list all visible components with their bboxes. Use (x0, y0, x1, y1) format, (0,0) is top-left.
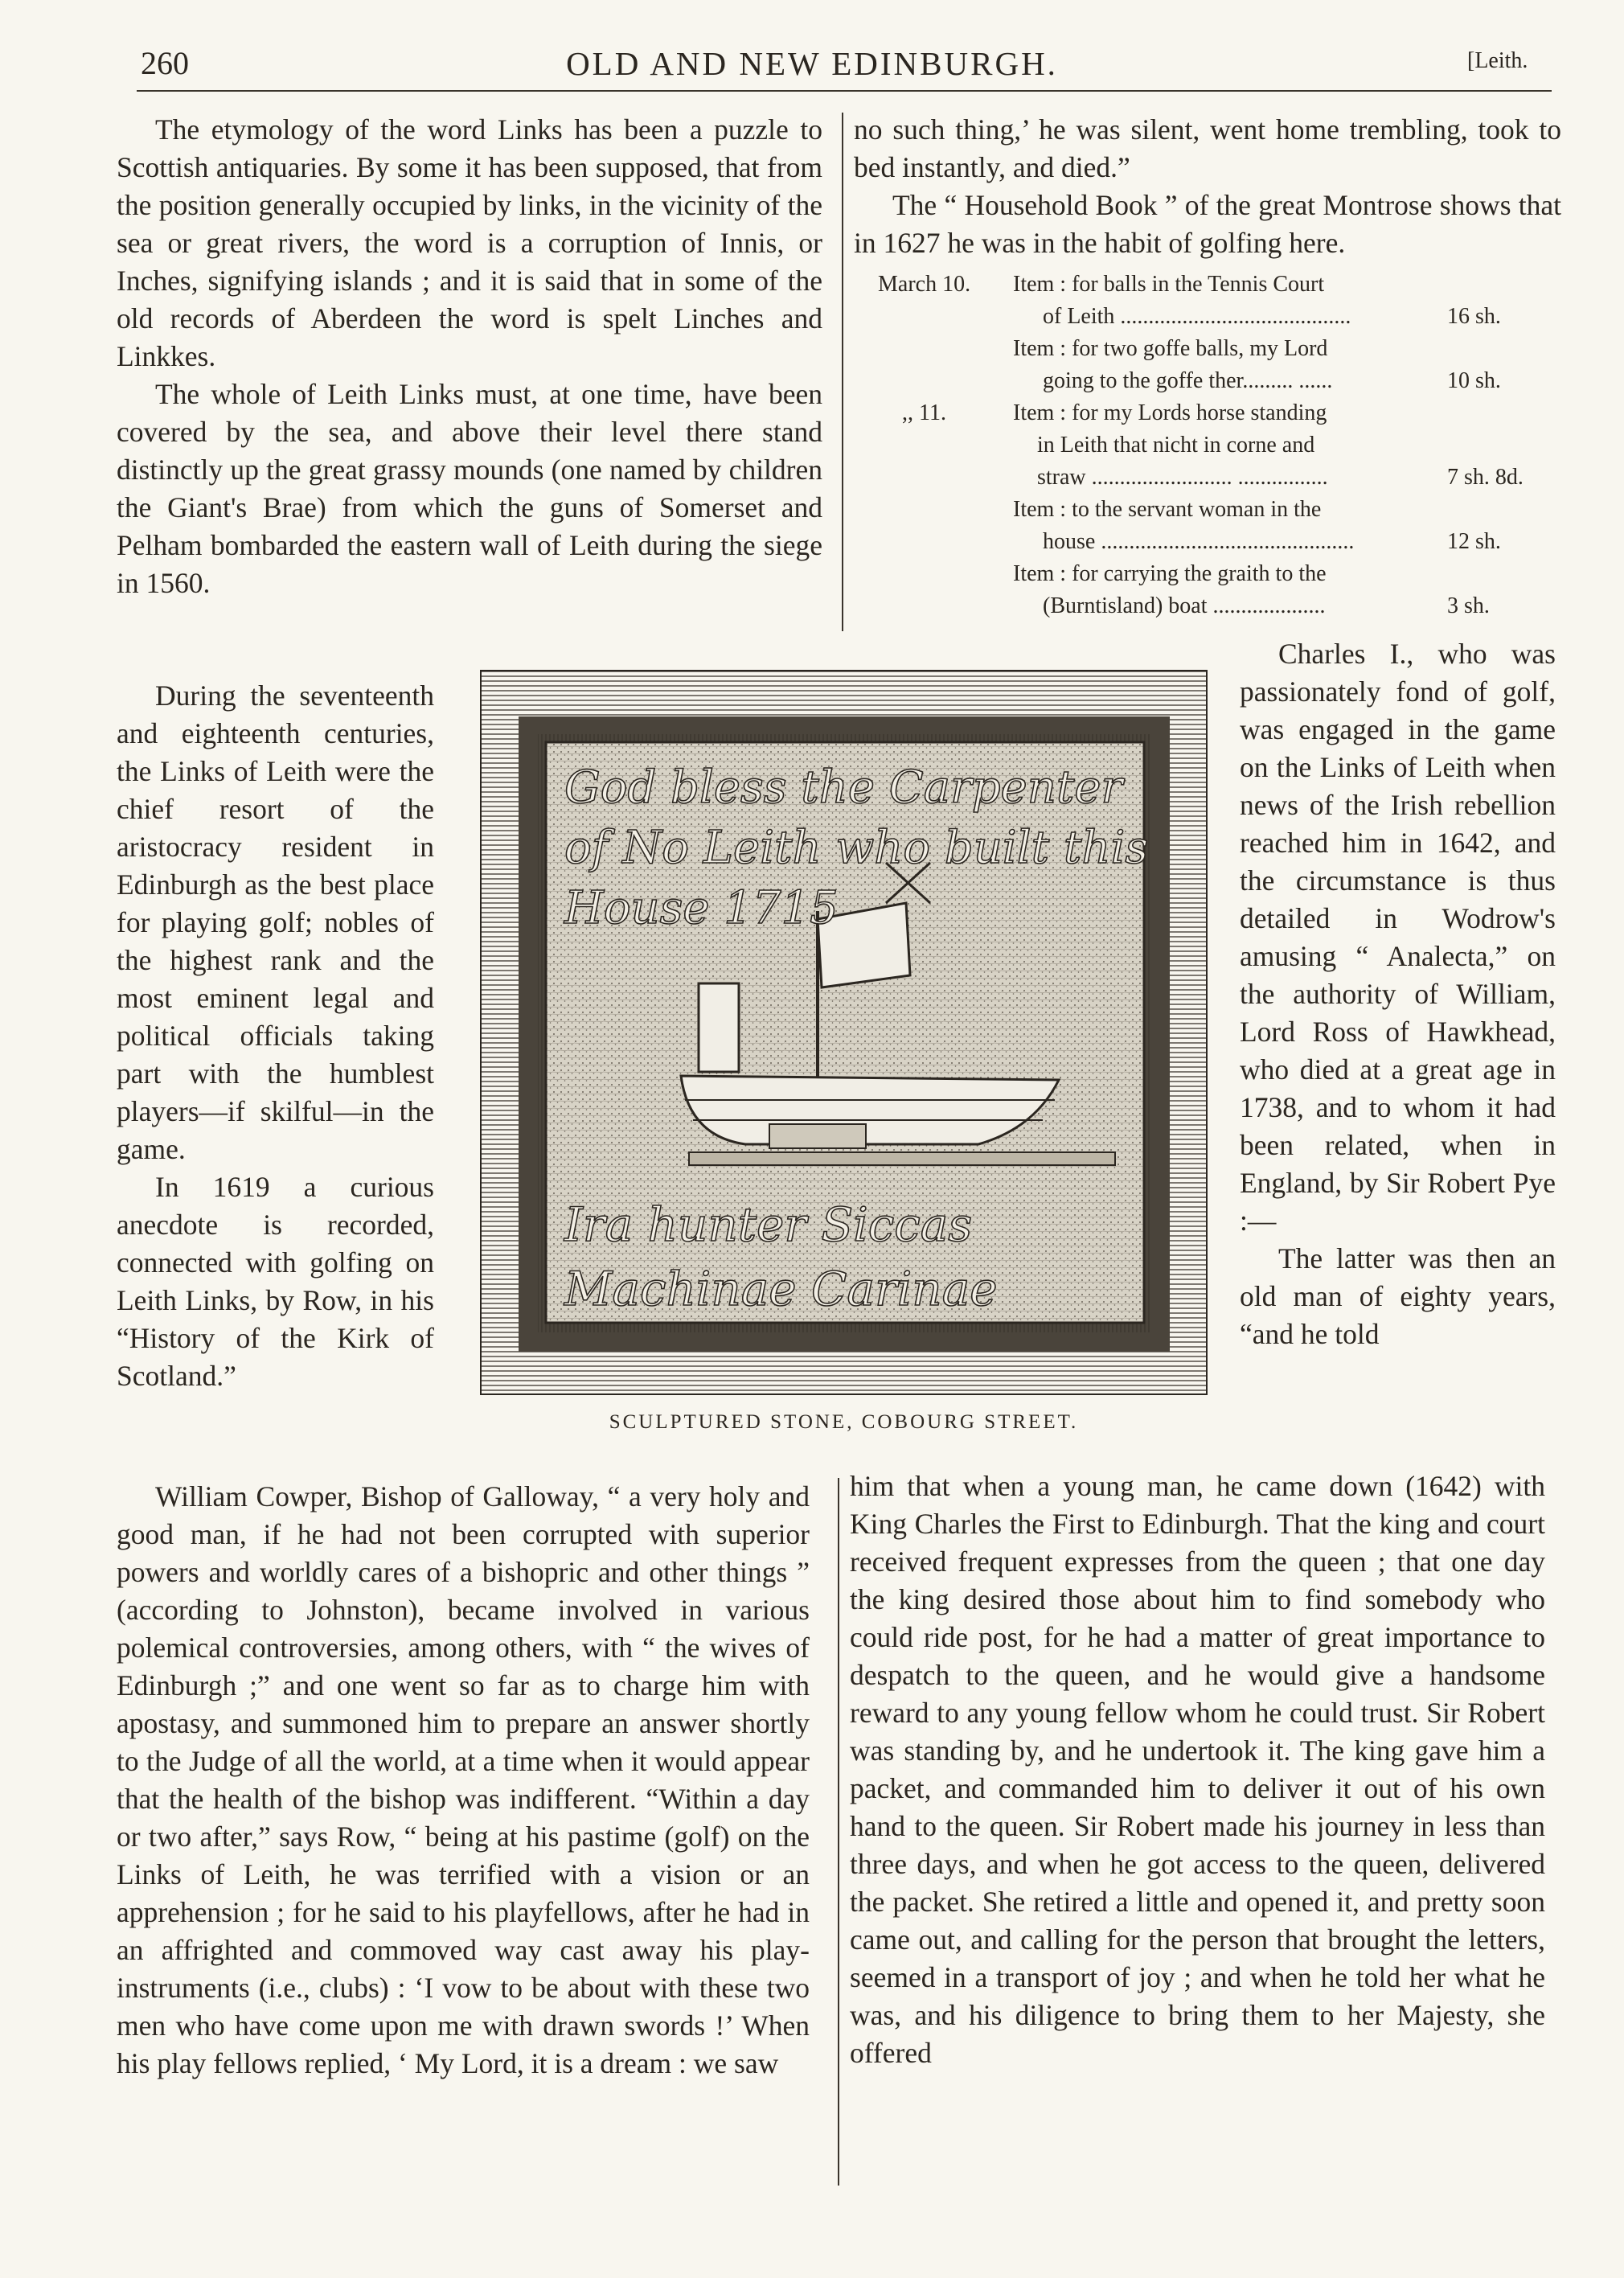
inscription-line: Machinae Carinae (564, 1262, 998, 1316)
inscription-line: God bless the Carpenter (564, 761, 1123, 814)
figure-caption: SCULPTURED STONE, COBOURG STREET. (609, 1411, 1079, 1433)
left-column-bottom (117, 1478, 810, 2083)
column-rule (838, 1478, 839, 2186)
section-label: [Leith. (1467, 48, 1528, 73)
household-book-extract (878, 269, 1524, 622)
header-rule (137, 90, 1552, 92)
account-row: (Burntisland) boat .................... 3 sh. (1043, 593, 1490, 618)
account-row: Item : for two goffe balls, my Lord (1013, 336, 1328, 361)
sculptured-stone-engraving (480, 670, 1208, 1395)
account-row: ,, 11. Item : for my Lords horse standing (902, 400, 1327, 425)
paragraph: The whole of Leith Links must, at one time, have been covered by the sea, and above their level there stand distinctly up the great grassy mounds (one named by children the Giant's Brae) from which the guns of Somerset and Pelham bombarded the eastern wall of Leith during the siege in 1560. (117, 378, 822, 599)
paragraph: During the seventeenth and eighteenth centuries, the Links of Leith were the chief resort of the aristocracy resident in Edinburgh as the best place for playing golf; nobles of the highest rank and the most eminent legal and political officials taking part with the humblest players—if skilful—in the game. (117, 679, 434, 1165)
running-title: OLD AND NEW EDINBURGH. (566, 45, 1058, 82)
account-row: of Leith ......................................... 16 sh. (1043, 304, 1501, 329)
paragraph: The etymology of the word Links has been a puzzle to Scottish antiquaries. By some it has been supposed, that from the position generally occupied by links, in the vicinity of the sea or great rivers, the word is a corruption of Innis, or Inches, signifying islands ; and it is said that in some of the old records of Aberdeen the word is spelt Linches and Linkkes. (117, 113, 822, 372)
right-column-bottom (850, 1467, 1545, 2072)
paragraph: The latter was then an old man of eighty years, “and he told (1240, 1242, 1556, 1350)
account-row: March 10. Item : for balls in the Tennis Court (878, 272, 1325, 297)
right-column-narrow (1240, 635, 1556, 1353)
paragraph: In 1619 a curious anecdote is recorded, connected with golfing on Leith Links, by Row, in his “History of the Kirk of Scotland.” (117, 1171, 434, 1392)
inscription-line: House 1715 (564, 882, 839, 934)
inscription-line: Ira hunter Siccas (564, 1197, 973, 1252)
paragraph: Charles I., who was passionately fond of golf, was engaged in the game on the Links of Leith when news of the Irish rebellion reached him in 1642, and the circumstance is thus detailed in Wodrow's amusing “ Analecta,” on the authority of William, Lord Ross of Hawkhead, who died at a great age in 1738, and to whom it had been related, when in England, by Sir Robert Pye :— (1240, 638, 1556, 1237)
account-row: in Leith that nicht in corne and (1037, 433, 1315, 458)
column-rule (842, 113, 843, 631)
right-column-top (854, 111, 1561, 262)
account-row: going to the goffe ther......... ...... 10 sh. (1043, 368, 1501, 393)
left-column-top (117, 111, 822, 602)
account-row: Item : for carrying the graith to the (1013, 561, 1327, 586)
account-row: straw ......................... ................ 7 sh. 8d. (1037, 465, 1524, 490)
account-row: house ............................................. 12 sh. (1043, 529, 1501, 554)
paragraph: The “ Household Book ” of the great Montrose shows that in 1627 he was in the habit of golfing here. (854, 189, 1561, 259)
paragraph: him that when a young man, he came down (1642) with King Charles the First to Edinburgh. That the king and court received frequent expresses from the queen ; that one day the king desired those about him to find somebody who could ride post, for he had a matter of great importance to despatch to the queen, and he would give a handsome reward to any young fellow whom he could trust. Sir Robert was standing by, and he undertook it. The king gave him a packet, and commanded him to deliver it out of his own hand to the queen. Sir Robert made his journey in less than three days, and when he got access to the queen, delivered the packet. She retired a little and opened it, and pretty soon came out, and calling for the person that brought the letters, seemed in a transport of joy ; and when he told her what he was, and his diligence to bring them to her Majesty, she offered (850, 1470, 1545, 2069)
paragraph: William Cowper, Bishop of Galloway, “ a very holy and good man, if he had not been corrupted with superior powers and worldly cares of a bishopric and other things ” (according to Johnston), became involved in various polemical controversies, among others, with “ the wives of Edinburgh ;” and one went so far as to charge him with apostasy, and summoned him to prepare an answer shortly to the Judge of all the world, at a time when it would appear that the health of the bishop was indifferent. “Within a day or two after,” says Row, “ being at his pastime (golf) on the Links of Leith, he was terrified with a vision or an apprehension ; for he said to his playfellows, after he had in an affrighted and commoved way cast away his play-instruments (i.e., clubs) : ‘I vow to be about with these two men who have come upon me with drawn swords !’ When his play fellows replied, ‘ My Lord, it is a dream : we saw (117, 1480, 810, 2079)
account-row: Item : to the servant woman in the (1013, 497, 1322, 522)
page-number: 260 (141, 45, 189, 81)
left-column-narrow (117, 677, 434, 1395)
paragraph: no such thing,’ he was silent, went home trembling, took to bed instantly, and died.” (854, 113, 1561, 183)
inscription-line: of No Leith who built this (564, 822, 1149, 874)
